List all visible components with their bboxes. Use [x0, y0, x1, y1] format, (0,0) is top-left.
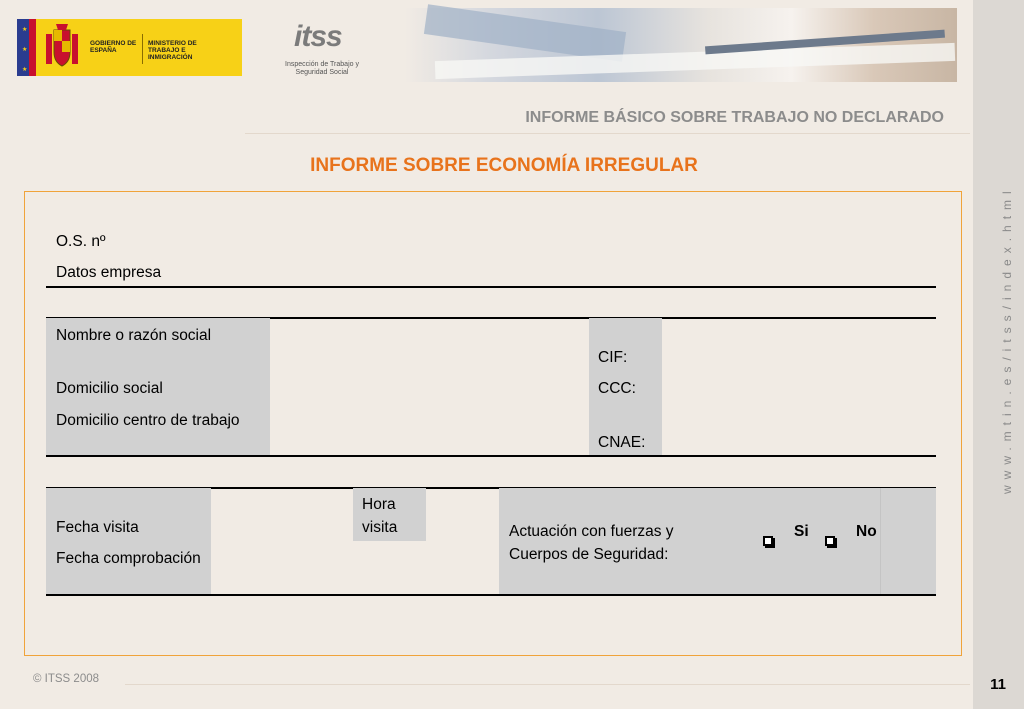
- ministry-logo-text: MINISTERIO DE TRABAJO E INMIGRACIÓN: [148, 40, 197, 61]
- side-band: [973, 0, 1024, 709]
- os-number-label: O.S. nº: [56, 233, 106, 250]
- divider: [46, 286, 936, 288]
- ccc-label: CCC:: [598, 380, 636, 397]
- cell-divider: [880, 488, 881, 595]
- svg-text:★: ★: [22, 27, 28, 33]
- divider: [46, 455, 936, 457]
- svg-text:★: ★: [22, 47, 28, 53]
- itss-logo-subtitle: Inspección de Trabajo y Seguridad Social: [285, 61, 359, 76]
- gov-logo-text: GOBIERNO DE ESPAÑA: [90, 40, 137, 54]
- side-url: www.mtin.es/itss/index.html: [1000, 185, 1014, 495]
- cnae-label: CNAE:: [598, 434, 646, 451]
- workplace-address-label: Domicilio centro de trabajo: [56, 412, 240, 429]
- yes-checkbox[interactable]: [763, 536, 773, 546]
- copyright-text: © ITSS 2008: [33, 673, 100, 685]
- no-label: No: [856, 523, 877, 540]
- svg-text:★: ★: [22, 67, 28, 73]
- registered-address-label: Domicilio social: [56, 380, 163, 397]
- header-divider: [245, 133, 970, 134]
- footer-divider: [125, 684, 970, 685]
- yes-label: Si: [794, 523, 809, 540]
- visit-dates-cell: [46, 488, 211, 595]
- coat-of-arms-icon: [42, 22, 82, 72]
- itss-logo-mark: itss: [294, 20, 342, 53]
- company-data-label: Datos empresa: [56, 264, 162, 281]
- security-forces-label: Actuación con fuerzas y Cuerpos de Seguridad:: [509, 523, 674, 563]
- company-name-label: Nombre o razón social: [56, 327, 212, 344]
- no-checkbox[interactable]: [825, 536, 835, 546]
- visit-date-label: Fecha visita: [56, 519, 139, 536]
- visit-time-label: Hora visita: [362, 496, 398, 536]
- divider: [46, 594, 936, 596]
- gov-logo-divider: [142, 34, 143, 64]
- cif-label: CIF:: [598, 349, 628, 366]
- check-date-label: Fecha comprobación: [56, 550, 201, 567]
- header-photo: [405, 8, 957, 82]
- section-title: INFORME BÁSICO SOBRE TRABAJO NO DECLARADO: [525, 109, 944, 126]
- eu-flag-icon: [17, 19, 36, 76]
- page-number: 11: [990, 676, 1006, 693]
- page-title: INFORME SOBRE ECONOMÍA IRREGULAR: [310, 155, 698, 176]
